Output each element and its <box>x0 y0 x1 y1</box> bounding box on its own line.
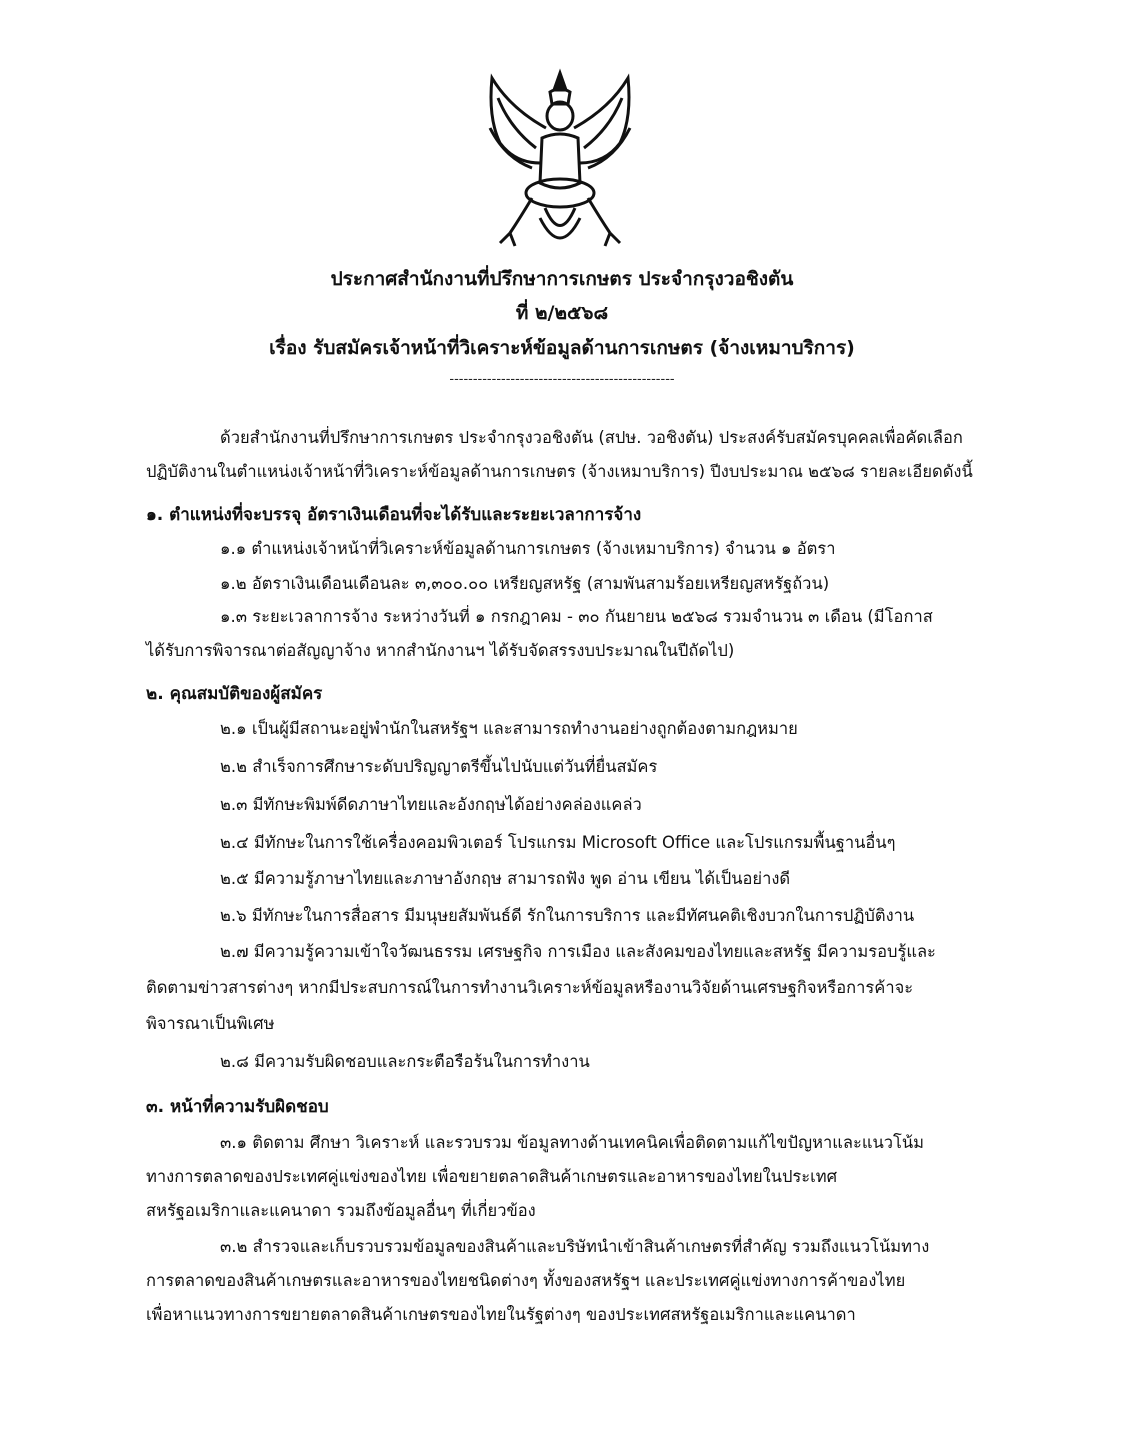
list-item: ๑.๑ ตำแหน่งเจ้าหน้าที่วิเคราะห์ข้อมูลด้านการเกษตร (จ้างเหมาบริการ) จำนวน ๑ อัตรา <box>220 539 836 558</box>
list-item-continuation: ทางการตลาดของประเทศคู่แข่งของไทย เพื่อขยายตลาดสินค้าเกษตรและอาหารของไทยในประเทศ <box>146 1167 838 1186</box>
list-item: ๓.๑ ติดตาม ศึกษา วิเคราะห์ และรวบรวม ข้อมูลทางด้านเทคนิคเพื่อติดตามแก้ไขปัญหาและแนวโน้ม <box>220 1133 925 1152</box>
list-item: ๒.๕ มีความรู้ภาษาไทยและภาษาอังกฤษ สามารถฟัง พูด อ่าน เขียน ได้เป็นอย่างดี <box>220 869 791 888</box>
section-3-heading: ๓. หน้าที่ความรับผิดชอบ <box>146 1097 329 1117</box>
list-item: ๒.๒ สำเร็จการศึกษาระดับปริญญาตรีขึ้นไปนับแต่วันที่ยื่นสมัคร <box>220 757 658 776</box>
header-divider: ------------------------------------------------ <box>449 372 675 387</box>
list-item: ๒.๖ มีทักษะในการสื่อสาร มีมนุษยสัมพันธ์ดี รักในการบริการ และมีทัศนคติเชิงบวกในการปฏิบัติงาน <box>220 906 915 925</box>
list-item-continuation: การตลาดของสินค้าเกษตรและอาหารของไทยชนิดต่างๆ ทั้งของสหรัฐฯ และประเทศคู่แข่งทางการค้าของไทย <box>146 1271 906 1290</box>
list-item: ๒.๘ มีความรับผิดชอบและกระตือรือร้นในการทำงาน <box>220 1052 590 1071</box>
list-item: ๒.๔ มีทักษะในการใช้เครื่องคอมพิวเตอร์ โปรแกรม Microsoft Office และโปรแกรมพื้นฐานอื่นๆ <box>220 833 896 852</box>
list-item: ๑.๒ อัตราเงินเดือนเดือนละ ๓,๓๐๐.๐๐ เหรียญสหรัฐ (สามพันสามร้อยเหรียญสหรัฐถ้วน) <box>220 574 830 593</box>
list-item-continuation: ติดตามข่าวสารต่างๆ หากมีประสบการณ์ในการทำงานวิเคราะห์ข้อมูลหรืองานวิจัยด้านเศรษฐกิจหรือการค้าจะ <box>146 978 914 997</box>
list-item: ๒.๗ มีความรู้ความเข้าใจวัฒนธรรม เศรษฐกิจ การเมือง และสังคมของไทยและสหรัฐ มีความรอบรู้และ <box>220 942 936 961</box>
announcement-subject: เรื่อง รับสมัครเจ้าหน้าที่วิเคราะห์ข้อมูลด้านการเกษตร (จ้างเหมาบริการ) <box>269 337 855 359</box>
garuda-emblem-icon <box>470 68 650 258</box>
list-item: ๓.๒ สำรวจและเก็บรวบรวมข้อมูลของสินค้าและบริษัทนำเข้าสินค้าเกษตรที่สำคัญ รวมถึงแนวโน้มทาง <box>220 1237 930 1256</box>
intro-line: ด้วยสำนักงานที่ปรึกษาการเกษตร ประจำกรุงวอชิงตัน (สปษ. วอชิงตัน) ประสงค์รับสมัครบุคคลเพื่อคัดเลือก <box>220 428 963 447</box>
list-item-continuation: เพื่อหาแนวทางการขยายตลาดสินค้าเกษตรของไทยในรัฐต่างๆ ของประเทศสหรัฐอเมริกาและแคนาดา <box>146 1305 856 1324</box>
section-2-heading: ๒. คุณสมบัติของผู้สมัคร <box>146 684 323 704</box>
list-item-continuation: สหรัฐอเมริกาและแคนาดา รวมถึงข้อมูลอื่นๆ ที่เกี่ยวข้อง <box>146 1201 536 1220</box>
announcement-title: ประกาศสำนักงานที่ปรึกษาการเกษตร ประจำกรุงวอชิงตัน <box>330 268 794 290</box>
section-1-heading: ๑. ตำแหน่งที่จะบรรจุ อัตราเงินเดือนที่จะได้รับและระยะเวลาการจ้าง <box>146 505 642 525</box>
list-item: ๒.๑ เป็นผู้มีสถานะอยู่พำนักในสหรัฐฯ และสามารถทำงานอย่างถูกต้องตามกฎหมาย <box>220 719 798 738</box>
list-item-continuation: ได้รับการพิจารณาต่อสัญญาจ้าง หากสำนักงานฯ ได้รับจัดสรรงบประมาณในปีถัดไป) <box>146 641 735 660</box>
list-item-continuation: พิจารณาเป็นพิเศษ <box>146 1014 275 1033</box>
list-item: ๒.๓ มีทักษะพิมพ์ดีดภาษาไทยและอังกฤษได้อย่างคล่องแคล่ว <box>220 795 642 814</box>
intro-line: ปฏิบัติงานในตำแหน่งเจ้าหน้าที่วิเคราะห์ข้อมูลด้านการเกษตร (จ้างเหมาบริการ) ปีงบประมาณ ๒๕๖๘ รายละเอียดดังนี้ <box>146 462 973 481</box>
list-item: ๑.๓ ระยะเวลาการจ้าง ระหว่างวันที่ ๑ กรกฎาคม - ๓๐ กันยายน ๒๕๖๘ รวมจำนวน ๓ เดือน (มีโอกาส <box>220 607 933 626</box>
announcement-number: ที่ ๒/๒๕๖๘ <box>515 302 609 324</box>
